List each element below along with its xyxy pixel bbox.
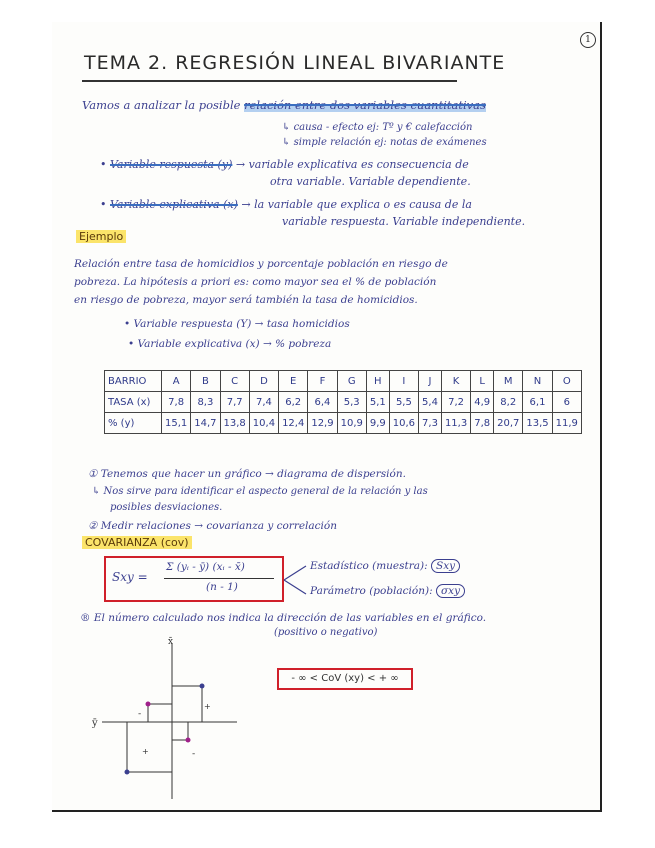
table-cell: N (523, 371, 552, 392)
step-1-detail: ↳ Nos sirve para identificar el aspecto general de la relación y las (92, 486, 428, 497)
intro-bullet-1 (282, 122, 472, 133)
table-cell: K (441, 371, 470, 392)
cov-interval-box: - ∞ < CoV (xy) < + ∞ (277, 668, 413, 690)
table-cell: J (419, 371, 442, 392)
bullet-dot-icon: • (124, 318, 131, 330)
table-cell: E (279, 371, 308, 392)
data-point-upper-left (146, 702, 151, 707)
arrow-hook-icon: ↳ (282, 137, 291, 148)
table-cell: 11,9 (552, 413, 581, 434)
intro-bullet-1-text: causa - efecto ej: Tº y € calefacción (293, 122, 473, 133)
page-title: TEMA 2. REGRESIÓN LINEAL BIVARIANTE (84, 52, 506, 74)
table-cell: 5,3 (337, 392, 366, 413)
ejemplo-bullet-1 (124, 318, 350, 330)
quadrant-graph (92, 634, 242, 804)
table-cell: 7,2 (441, 392, 470, 413)
cov-estadistico (310, 560, 460, 572)
cov-parametro (310, 585, 465, 597)
bullet-dot-icon: • (100, 198, 107, 211)
table-cell: 7,3 (419, 413, 442, 434)
intro-highlight: relación entre dos variables cuantitativas (244, 98, 486, 112)
table-cell: M (494, 371, 523, 392)
table-cell: A (162, 371, 191, 392)
table-cell: I (389, 371, 418, 392)
y-axis-label: x̄ (168, 637, 174, 647)
table-row (105, 392, 582, 413)
ejemplo-bullet-2 (128, 338, 331, 350)
table-cell: 5,4 (419, 392, 442, 413)
table-cell: 7,8 (471, 413, 494, 434)
table-cell: 8,3 (191, 392, 220, 413)
bullet-dot-icon: • (128, 338, 135, 350)
table-cell: F (308, 371, 337, 392)
table-row-header-cell: BARRIO (105, 371, 162, 392)
branch-arrows-icon (282, 560, 310, 600)
var-respuesta-text-1: → variable explicativa es consecuencia de (235, 158, 469, 171)
sign-negative: - (192, 749, 196, 759)
table-cell: 6,2 (279, 392, 308, 413)
cov-estadistico-text: Estadístico (muestra): (310, 560, 428, 572)
table-cell: 12,4 (279, 413, 308, 434)
covarianza-formula-box (104, 556, 284, 602)
table-cell: 6 (552, 392, 581, 413)
intro-prefix: Vamos a analizar la posible (82, 98, 241, 112)
step-2: ② Medir relaciones → covarianza y correlación (88, 520, 337, 532)
table-cell: 6,1 (523, 392, 552, 413)
var-explicativa-line-1 (100, 198, 472, 211)
cov-parametro-text: Parámetro (población): (310, 585, 433, 597)
note-line-2: (positivo o negativo) (274, 627, 378, 638)
fraction-bar (164, 578, 274, 579)
formula-denominator: (n - 1) (206, 581, 238, 593)
table-cell: 4,9 (471, 392, 494, 413)
table-cell: B (191, 371, 220, 392)
ejemplo-bullet-2-text: Variable explicativa (x) → % pobreza (137, 338, 332, 350)
table-cell: 5,5 (389, 392, 418, 413)
var-explicativa-text-1: → la variable que explica o es causa de la (241, 198, 472, 211)
var-respuesta-text-2: otra variable. Variable dependiente. (270, 175, 471, 188)
ejemplo-paragraph-3: en riesgo de pobreza, mayor será también la tasa de homicidios. (74, 294, 418, 306)
var-explicativa-text-2: variable respuesta. Variable independiente. (282, 215, 526, 228)
table-cell: 6,4 (308, 392, 337, 413)
data-table (104, 370, 582, 434)
formula-numerator: Σ (yᵢ - ȳ) (xᵢ - x̄) (166, 561, 245, 573)
intro-bullet-2-text: simple relación ej: notas de exámenes (293, 137, 487, 148)
table-cell: 13,5 (523, 413, 552, 434)
table-cell: 15,1 (162, 413, 191, 434)
ejemplo-label: Ejemplo (76, 230, 126, 243)
data-point-upper-right (200, 684, 205, 689)
notebook-page (52, 22, 602, 812)
step-1: ① Tenemos que hacer un gráfico → diagrama de dispersión. (88, 468, 406, 480)
table-cell: H (366, 371, 389, 392)
intro-line (82, 98, 486, 112)
table-cell: 10,4 (249, 413, 278, 434)
sign-positive: + (204, 702, 211, 711)
table-cell: C (220, 371, 249, 392)
var-respuesta-term: Variable respuesta (y) (110, 158, 233, 171)
table-cell: 9,9 (366, 413, 389, 434)
table-cell: D (249, 371, 278, 392)
covarianza-label-wrap (82, 536, 192, 549)
table-cell: 7,8 (162, 392, 191, 413)
ejemplo-label-wrap (76, 230, 126, 243)
var-explicativa-term: Variable explicativa (x) (110, 198, 238, 211)
data-point-lower-right (186, 738, 191, 743)
page-number: 1 (580, 32, 596, 48)
table-cell: 14,7 (191, 413, 220, 434)
ejemplo-paragraph-1: Relación entre tasa de homicidios y porcentaje población en riesgo de (74, 258, 448, 270)
intro-bullet-2 (282, 137, 487, 148)
x-axis-label: ȳ (92, 718, 98, 729)
table-row (105, 371, 582, 392)
sign-positive: + (142, 747, 149, 756)
table-cell: 12,9 (308, 413, 337, 434)
table-cell: 8,2 (494, 392, 523, 413)
arrow-hook-icon: ↳ (282, 122, 291, 133)
var-respuesta-line-1 (100, 158, 469, 171)
table-cell: 10,9 (337, 413, 366, 434)
title-underline (82, 80, 457, 82)
data-point-lower-left (125, 770, 130, 775)
table-cell: L (471, 371, 494, 392)
table-cell: 5,1 (366, 392, 389, 413)
table-row-header-cell: % (y) (105, 413, 162, 434)
cov-estadistico-symbol: Sxy (431, 559, 460, 573)
table-cell: 20,7 (494, 413, 523, 434)
table-cell: 7,7 (220, 392, 249, 413)
step-1-detail-2: posibles desviaciones. (110, 502, 223, 513)
cov-parametro-symbol: σxy (436, 584, 465, 598)
table-cell: 13,8 (220, 413, 249, 434)
table-cell: 10,6 (389, 413, 418, 434)
table-row-header-cell: TASA (x) (105, 392, 162, 413)
graph-rectangles (127, 686, 202, 772)
table-cell: 11,3 (441, 413, 470, 434)
table-row (105, 413, 582, 434)
formula-lhs: Sxy = (112, 570, 148, 584)
ejemplo-paragraph-2: pobreza. La hipótesis a priori es: como mayor sea el % de población (74, 276, 437, 288)
sign-negative: - (138, 709, 142, 719)
bullet-dot-icon: • (100, 158, 107, 171)
table-cell: 7,4 (249, 392, 278, 413)
note-line-1: ® El número calculado nos indica la dirección de las variables en el gráfico. (80, 612, 487, 624)
table-cell: O (552, 371, 581, 392)
covarianza-label: COVARIANZA (cov) (82, 536, 192, 549)
table-cell: G (337, 371, 366, 392)
ejemplo-bullet-1-text: Variable respuesta (Y) → tasa homicidios (133, 318, 350, 330)
